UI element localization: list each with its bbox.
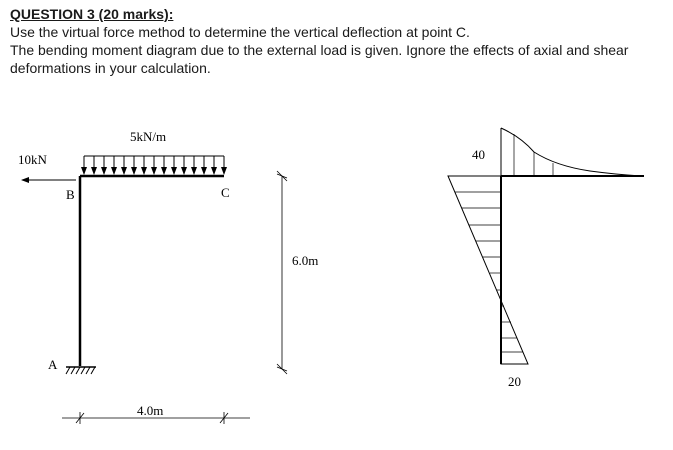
height-dimension-label: 6.0m	[292, 253, 319, 268]
height-dimension	[277, 171, 287, 374]
frame-diagram	[18, 129, 318, 424]
question-title: QUESTION 3 (20 marks):	[10, 6, 174, 22]
distributed-load-label: 5kN/m	[130, 129, 167, 144]
node-c-label: C	[221, 185, 230, 200]
question-line-3: deformations in your calculation.	[10, 60, 211, 76]
node-a-label: A	[48, 357, 58, 372]
column-moment-area	[448, 176, 528, 364]
bending-moment-diagram	[448, 128, 644, 389]
fixed-support-icon	[66, 367, 96, 374]
beam-moment-hatching	[514, 134, 553, 176]
point-load-label: 10kN	[18, 152, 47, 167]
question-line-2: The bending moment diagram due to the external load is given. Ignore the effects of axial and shear	[10, 42, 629, 58]
distributed-load-icon	[84, 156, 224, 174]
width-dimension-label: 4.0m	[137, 403, 164, 418]
bmd-bottom-value: 20	[508, 374, 521, 389]
beam-moment-curve	[501, 128, 644, 176]
bmd-top-value: 40	[472, 147, 485, 162]
question-line-1: Use the virtual force method to determine the vertical deflection at point C.	[10, 24, 470, 40]
node-b-label: B	[66, 187, 75, 202]
